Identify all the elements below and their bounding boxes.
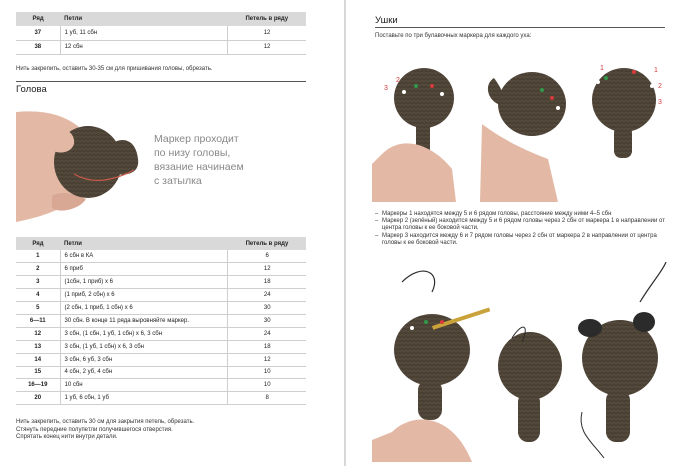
bottom-notes [16,419,194,442]
marker-label-2: 2 [396,77,400,84]
row-stitch-count: 30 [228,314,306,327]
top-pattern-table [16,12,306,55]
marker-label-1: 1 [600,65,604,72]
row-stitch-count: 6 [228,250,306,263]
row-number: 2 [16,263,60,276]
row-loops: 30 сбн. В конце 11 ряда выровняйте маркер. [60,314,228,327]
row-number: 15 [16,366,60,379]
caption-line: вязание начинаем [154,161,244,173]
table-row [16,340,306,353]
row-number: 16—19 [16,379,60,392]
row-loops: 1 уб, 6 сбн, 1 уб [60,392,228,405]
row-number: 37 [16,26,60,40]
top-note: Нить закрепить, оставить 30-35 см для пришивания головы, обрезать. [16,66,213,72]
row-number: 3 [16,276,60,289]
marker-label-3: 3 [658,99,662,106]
photo-hook-in-head [372,271,490,462]
row-number: 4 [16,289,60,302]
table-row [16,250,306,263]
row-loops: 1 уб, 11 сбн [60,26,227,40]
table-row [16,353,306,366]
row-number: 14 [16,353,60,366]
caption-line: Маркер проходит [154,133,239,145]
row-stitch-count: 12 [228,263,306,276]
row-number: 12 [16,327,60,340]
row-stitch-count: 10 [228,366,306,379]
row-stitch-count: 12 [228,353,306,366]
ear-crochet-photos [372,262,672,462]
marker-label-2: 2 [658,83,662,90]
caption-line: с затылка [154,175,202,187]
header-stitch-count: Петель в ряду [228,237,306,250]
row-loops: 4 сбн, 2 уб, 4 сбн [60,366,228,379]
section-divider [375,27,665,28]
row-loops: 12 сбн [60,40,227,54]
header-stitch-count: Петель в ряду [228,12,306,26]
note-line: Стянуть передние полупетли получившегося отверстия. [16,426,173,433]
section-divider [16,81,306,82]
note-line: Спрятать конец нити внутри детали. [16,434,118,440]
section-title-ears: Ушки [375,15,398,26]
note-line: Нить закрепить, оставить 30 см для закрытия петель, обрезать. [16,419,195,425]
row-loops: (1сбн, 1 приб) х 6 [60,276,228,289]
row-stitch-count: 24 [228,327,306,340]
photo-caption [154,132,244,188]
table-row [16,314,306,327]
table-row [16,40,306,54]
row-number: 38 [16,40,60,54]
row-loops: 3 сбн, (1 сбн, 1 уб, 1 сбн) х 6, 3 сбн [60,327,228,340]
ears-intro: Поставьте по три булавочных маркера для каждого уха: [375,33,532,39]
row-loops: 6 приб [60,263,228,276]
row-stitch-count: 10 [228,379,306,392]
instruction-item: – Маркер 3 находится между 6 и 7 рядом головы через 2 сбн от маркера 2 в направлении от центра головы к ее боковой части. [375,233,671,247]
row-stitch-count: 18 [228,340,306,353]
row-loops: 3 сбн, (1 уб, 1 сбн) х 6, 3 сбн [60,340,228,353]
row-stitch-count: 12 [228,40,306,54]
row-number: 1 [16,250,60,263]
photo-side-view [480,72,566,202]
head-photo [16,104,334,224]
row-number: 5 [16,302,60,315]
row-loops: 3 сбн, 6 уб, 3 сбн [60,353,228,366]
header-loops: Петли [60,237,228,250]
table-row [16,392,306,405]
header-row-number: Ряд [16,237,60,250]
row-number: 20 [16,392,60,405]
marker-label-1: 1 [654,67,658,74]
table-row [16,366,306,379]
table-row [16,26,306,40]
marker-label-3: 3 [384,85,388,92]
table-row [16,327,306,340]
row-loops: 6 сбн в КА [60,250,228,263]
row-number: 13 [16,340,60,353]
caption-line: по низу головы, [154,147,231,159]
row-stitch-count: 30 [228,302,306,315]
head-pattern-rows [16,250,306,405]
instruction-item: – Маркер 2 (зелёный) находится между 5 и 6 рядом головы через 2 сбн от маркера 1 в направлении от центра головы к ее боковой части. [375,218,671,232]
marker-instructions [375,211,671,247]
header-row-number: Ряд [16,12,60,26]
left-page [0,0,344,466]
table-header-row [16,237,306,250]
table-header-row [16,12,306,26]
row-loops: (1 приб, 2 сбн) х 6 [60,289,228,302]
head-pattern-table [16,237,306,405]
table-row [16,379,306,392]
row-number: 6—11 [16,314,60,327]
table-row [16,276,306,289]
row-stitch-count: 8 [228,392,306,405]
photo-back-view [592,68,656,158]
photo-ears-done [578,262,666,458]
photo-ear-start [498,327,562,442]
table-row [16,263,306,276]
right-page [346,0,690,466]
row-stitch-count: 12 [228,26,306,40]
table-row [16,289,306,302]
row-loops: 10 сбн [60,379,228,392]
header-loops: Петли [60,12,227,26]
instruction-item: – Маркеры 1 находятся между 5 и 6 рядом головы, расстояние между ними 4–5 сбн [375,211,671,218]
marker-placement-photos [372,64,668,202]
section-title-head: Голова [16,84,47,95]
row-stitch-count: 24 [228,289,306,302]
row-stitch-count: 18 [228,276,306,289]
row-loops: (2 сбн, 1 приб, 1 сбн) х 6 [60,302,228,315]
table-row [16,302,306,315]
